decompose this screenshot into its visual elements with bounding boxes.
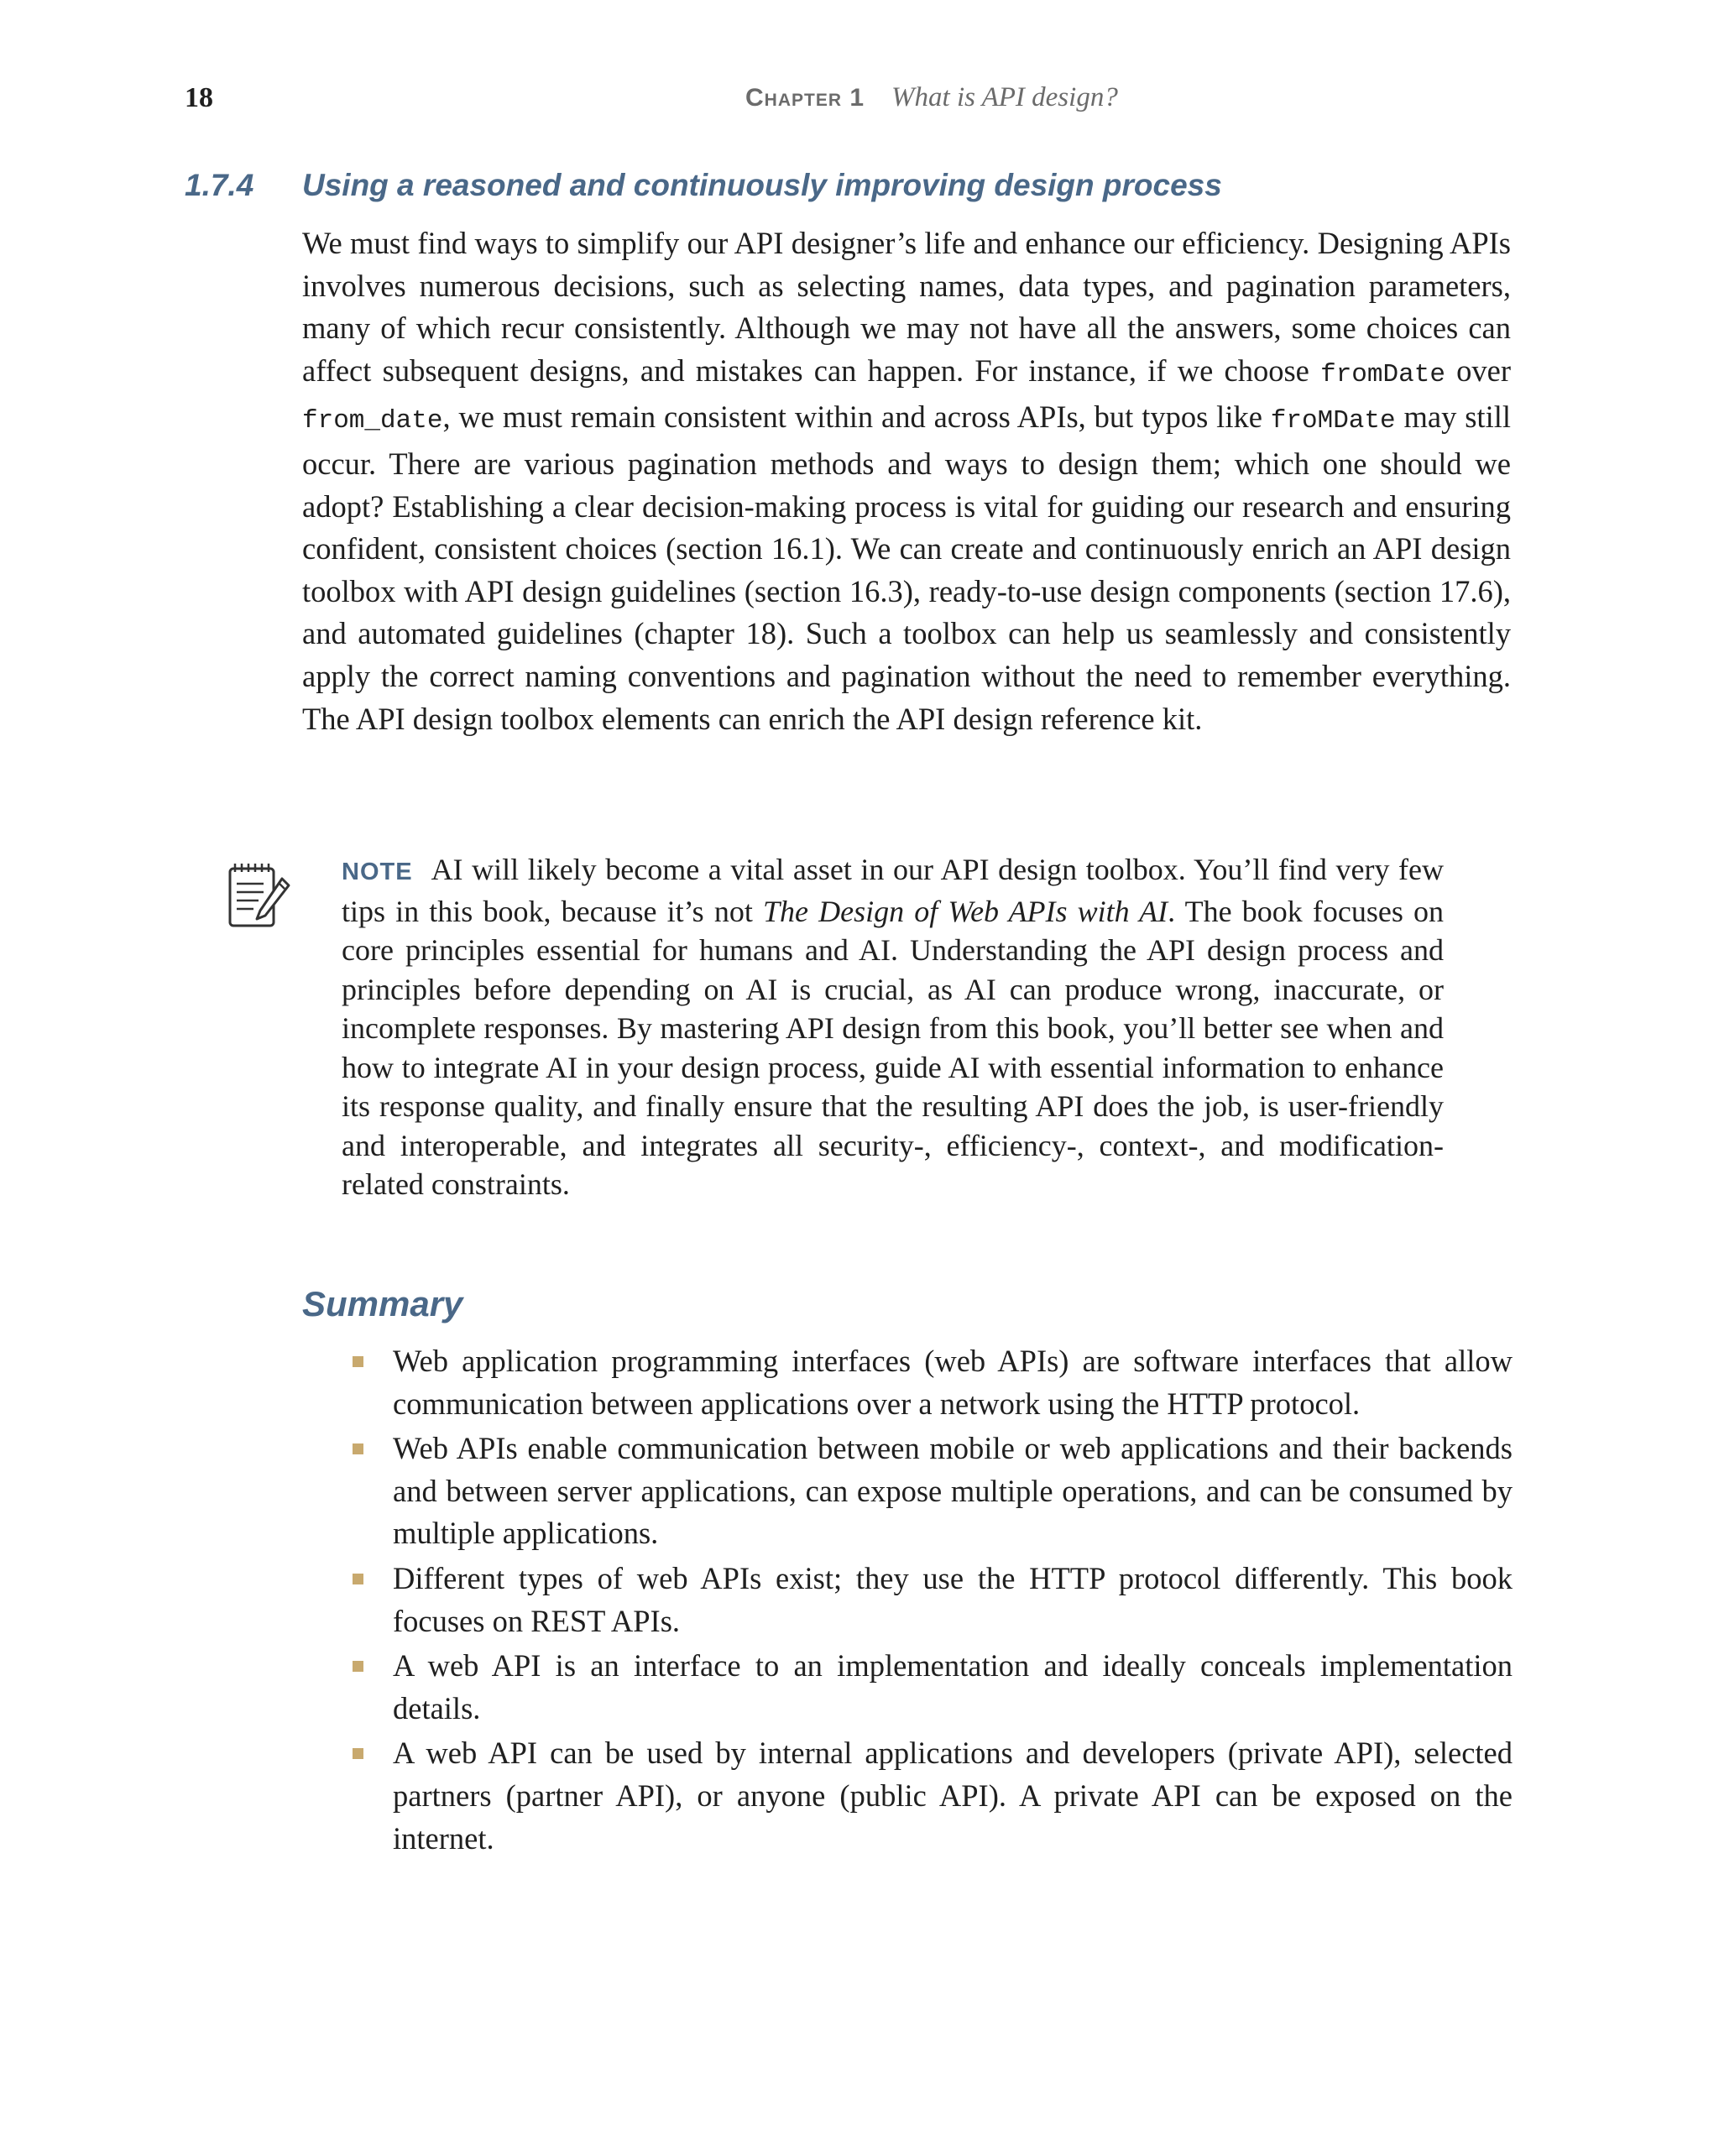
running-head [745,82,1118,113]
summary-item [353,1732,1513,1860]
body-paragraph [302,222,1511,740]
chapter-title: What is API design? [891,82,1118,112]
summary-item [353,1428,1513,1555]
summary-item-text: Different types of web APIs exist; they use the HTTP protocol differently. This book focuses on REST APIs. [393,1560,1513,1638]
note-label: NOTE [342,859,413,885]
body-text-run: over [1445,352,1511,388]
note-text-run: AI will likely become a vital asset in our API design toolbox. You’ll find very few tips in this book, because it’s not [342,853,1444,928]
section-number: 1.7.4 [185,168,254,202]
code-typo-example: froMDate [1270,406,1396,436]
bullet-square-icon [353,1356,363,1367]
bullet-square-icon [353,1443,363,1454]
section-body [302,222,1511,740]
body-text-run: , we must remain consistent within and across APIs, but typos like [442,399,1271,435]
summary-item-text: A web API is an interface to an implementation and ideally conceals implementation details. [393,1648,1513,1725]
body-text-run: We must find ways to simplify our API designer’s life and enhance our efficiency. Designing APIs involves numerous decisions, such as selecting names, data types, and pagination parameters, many of which recur consistently. Although we may not have all the answers, some choices can affect subsequent designs, and mistakes can happen. For instance, if we choose [302,226,1511,388]
code-from-date-snake: from_date [302,406,443,436]
notepad-icon [227,860,290,931]
summary-list [353,1340,1513,1862]
summary-item [353,1558,1513,1642]
page-header [0,82,1719,119]
book-title: The Design of Web APIs with AI [762,894,1168,928]
body-text-run: may still occur. There are various pagination methods and ways to design them; which one should we adopt? Establishing a clear decision-making process is vital for guiding our research and ensuring confident, consistent choices (section 16.1). We can create and continuously enrich an API design toolbox with API design guidelines (section 16.3), ready-to-use design components (section 17.6), and automated guidelines (chapter 18). Such a toolbox can help us seamlessly and consistently apply the correct naming conventions and pagination without the need to remember everything. The API design toolbox elements can enrich the API design reference kit. [302,399,1511,736]
summary-item-text: Web application programming interfaces (web APIs) are software interfaces that allow communication between applications over a network using the HTTP protocol. [393,1344,1513,1421]
section-heading [185,168,1528,203]
summary-item [353,1645,1513,1730]
summary-item-text: Web APIs enable communication between mobile or web applications and their backends and between server applications, can expose multiple operations, and can be consumed by multiple applications. [393,1431,1513,1551]
bullet-square-icon [353,1661,363,1672]
bullet-square-icon [353,1574,363,1584]
summary-item [353,1340,1513,1425]
summary-heading: Summary [302,1284,463,1323]
chapter-label: Chapter 1 [745,84,865,112]
section-title: Using a reasoned and continuously improving design process [302,168,1222,202]
note-text [342,850,1444,1204]
page-number: 18 [185,82,213,113]
note-text-run: . The book focuses on core principles essential for humans and AI. Understanding the API design process and principles before depending on AI is crucial, as AI can produce wrong, inaccurate, or incomplete responses. By mastering API design from this book, you’ll better see when and how to integrate AI in your design process, guide AI with essential information to enhance its response quality, and finally ensure that the resulting API does the job, is user-friendly and interoperable, and integrates all security-, efficiency-, context-, and modification-related constraints. [342,894,1444,1201]
bullet-square-icon [353,1748,363,1759]
code-from-date-camel: fromDate [1320,359,1445,389]
summary-item-text: A web API can be used by internal applications and developers (private API), selected partners (partner API), or anyone (public API). A private API can be exposed on the internet. [393,1736,1513,1856]
